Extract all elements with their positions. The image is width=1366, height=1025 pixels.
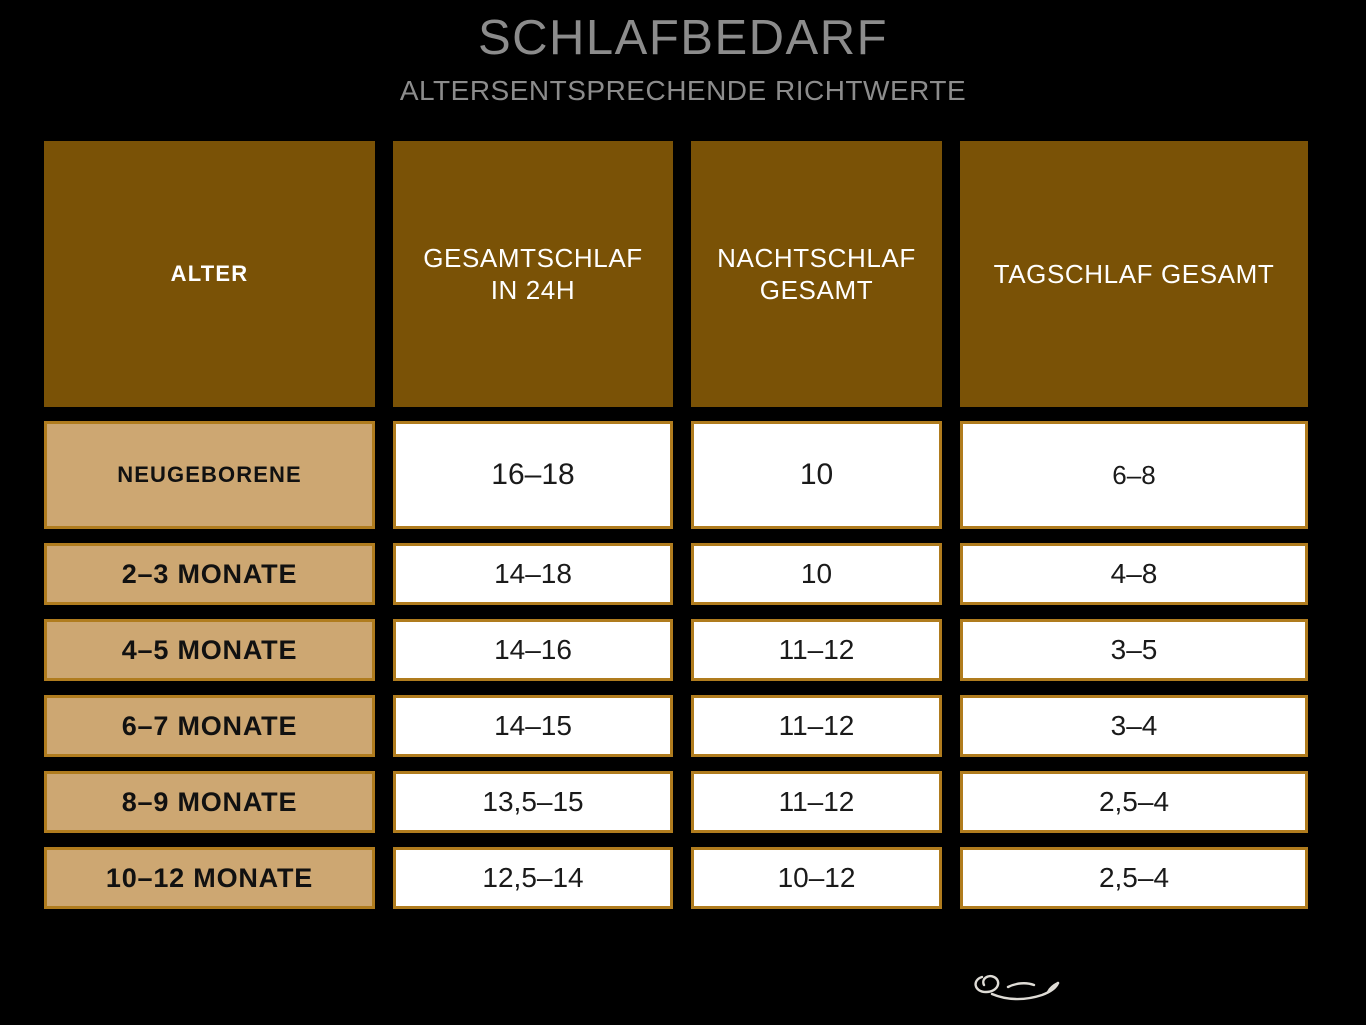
- table-row: [44, 543, 1322, 605]
- table-row: [44, 847, 1322, 909]
- column-header-total-sleep-line2: IN 24H: [490, 275, 576, 305]
- row-age-text: NEUGEBORENE: [117, 462, 302, 487]
- row-night-sleep-text: 10: [799, 458, 834, 491]
- row-total-sleep-value: [393, 421, 673, 529]
- table-row: [44, 695, 1322, 757]
- column-header-day-sleep: [960, 141, 1308, 407]
- column-header-day-sleep-label: TAGSCHLAF GESAMT: [993, 258, 1275, 289]
- row-day-sleep-text: 2,5–4: [1098, 862, 1170, 893]
- row-age-label: [44, 771, 375, 833]
- row-night-sleep-value: [691, 847, 942, 909]
- column-header-age-label: ALTER: [170, 261, 249, 287]
- row-night-sleep-text: 10–12: [777, 862, 856, 893]
- page-title: SCHLAFBEDARF: [477, 11, 889, 65]
- row-day-sleep-text: 3–5: [1110, 634, 1158, 665]
- row-age-text: 4–5 MONATE: [121, 634, 298, 665]
- row-age-text: 6–7 MONATE: [121, 710, 298, 741]
- row-total-sleep-value: [393, 771, 673, 833]
- row-day-sleep-value: [960, 543, 1308, 605]
- table-header-row: [44, 141, 1322, 407]
- title-block: [0, 0, 1366, 107]
- signature-swoosh-icon: [968, 963, 1068, 1015]
- row-night-sleep-value: [691, 543, 942, 605]
- column-header-age: [44, 141, 375, 407]
- row-night-sleep-text: 11–12: [778, 786, 855, 817]
- row-night-sleep-text: 10: [800, 558, 833, 589]
- row-total-sleep-text: 12,5–14: [482, 862, 584, 893]
- column-header-night-sleep-line2: GESAMT: [759, 275, 874, 305]
- column-header-total-sleep: [393, 141, 673, 407]
- row-total-sleep-value: [393, 695, 673, 757]
- column-header-night-sleep-label: [717, 242, 916, 307]
- row-total-sleep-text: 14–15: [494, 710, 572, 741]
- page-subtitle: ALTERSENTSPRECHENDE RICHTWERTE: [399, 74, 967, 106]
- row-age-text: 2–3 MONATE: [121, 558, 298, 589]
- row-day-sleep-value: [960, 421, 1308, 529]
- row-age-label: [44, 619, 375, 681]
- table-row: [44, 421, 1322, 529]
- table-row: [44, 619, 1322, 681]
- row-night-sleep-text: 11–12: [778, 634, 855, 665]
- row-age-text: 10–12 MONATE: [105, 862, 314, 893]
- column-header-night-sleep: [691, 141, 942, 407]
- row-night-sleep-value: [691, 771, 942, 833]
- row-total-sleep-text: 14–16: [494, 634, 572, 665]
- row-night-sleep-value: [691, 619, 942, 681]
- row-day-sleep-text: 2,5–4: [1098, 786, 1170, 817]
- row-total-sleep-text: 13,5–15: [482, 786, 584, 817]
- row-age-label: [44, 847, 375, 909]
- row-total-sleep-value: [393, 543, 673, 605]
- row-total-sleep-value: [393, 847, 673, 909]
- row-total-sleep-value: [393, 619, 673, 681]
- column-header-total-sleep-label: [423, 242, 643, 307]
- column-header-night-sleep-line1: NACHTSCHLAF: [717, 242, 916, 273]
- row-day-sleep-value: [960, 771, 1308, 833]
- row-day-sleep-value: [960, 619, 1308, 681]
- row-day-sleep-text: 4–8: [1110, 558, 1158, 589]
- table-row: [44, 771, 1322, 833]
- row-day-sleep-value: [960, 847, 1308, 909]
- column-header-total-sleep-line1: GESAMTSCHLAF: [423, 242, 643, 273]
- row-night-sleep-value: [691, 421, 942, 529]
- row-age-label: [44, 543, 375, 605]
- row-day-sleep-text: 3–4: [1110, 710, 1158, 741]
- row-night-sleep-value: [691, 695, 942, 757]
- row-total-sleep-text: 14–18: [494, 558, 572, 589]
- row-day-sleep-text: 6–8: [1112, 459, 1156, 490]
- row-age-label: [44, 421, 375, 529]
- row-total-sleep-text: 16–18: [491, 458, 575, 491]
- row-age-text: 8–9 MONATE: [121, 786, 298, 817]
- sleep-requirement-table: [44, 141, 1322, 923]
- row-day-sleep-value: [960, 695, 1308, 757]
- row-night-sleep-text: 11–12: [778, 710, 855, 741]
- row-age-label: [44, 695, 375, 757]
